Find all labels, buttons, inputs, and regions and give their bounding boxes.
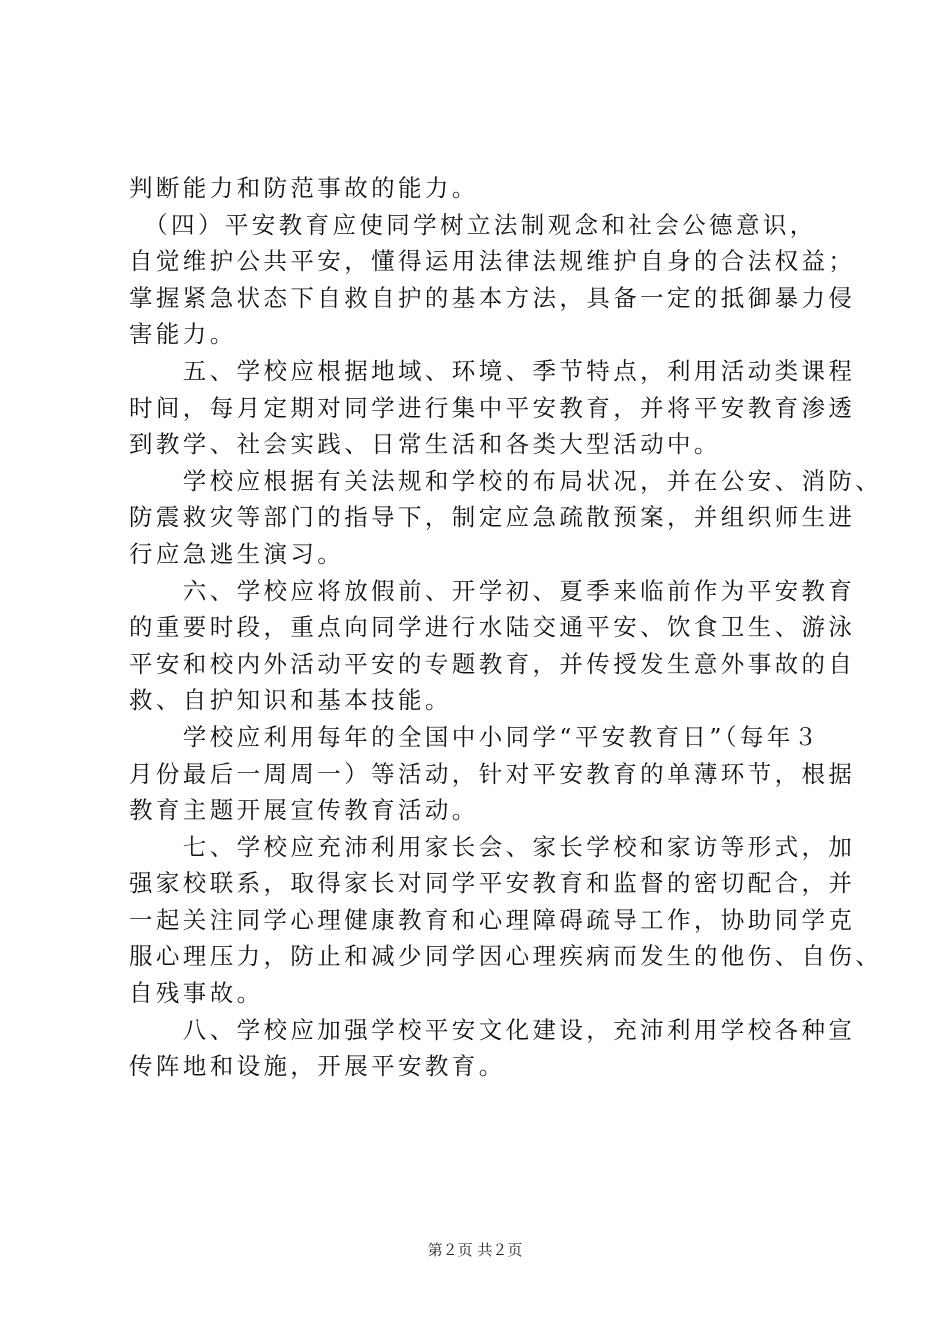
text-line: 平安和校内外活动平安的专题教育，并传授发生意外事故的自 <box>129 649 856 678</box>
text-line: （四）平安教育应使同学树立法制观念和社会公德意识， <box>129 210 817 239</box>
text-line: 到教学、社会实践、日常生活和各类大型活动中。 <box>129 430 721 459</box>
document-body <box>129 170 883 1085</box>
text-line: 传阵地和设施，开展平安教育。 <box>129 1052 506 1081</box>
text-line: 自觉维护公共平安，懂得运用法律法规维护自身的合法权益； <box>129 247 856 276</box>
text-line: 八、学校应加强学校平安文化建设，充沛利用学校各种宣 <box>129 1015 856 1044</box>
page-number-footer: 第２页 共２页 <box>427 1241 523 1259</box>
text-line: 防震救灾等部门的指导下，制定应急疏散预案，并组织师生进 <box>129 503 856 532</box>
text-line: 强家校联系，取得家长对同学平安教育和监督的密切配合，并 <box>129 869 856 898</box>
text-line: 学校应根据有关法规和学校的布局状况，并在公安、消防、 <box>129 466 883 495</box>
text-line: 时间，每月定期对同学进行集中平安教育，并将平安教育渗透 <box>129 393 856 422</box>
text-line: 的重要时段，重点向同学进行水陆交通平安、饮食卫生、游泳 <box>129 613 856 642</box>
text-line: 行应急逃生演习。 <box>129 539 345 568</box>
text-line: 害能力。 <box>129 320 237 349</box>
text-line: 判断能力和防范事故的能力。 <box>129 174 479 202</box>
text-line: 学校应利用每年的全国中小同学“平安教育日”（每年３ <box>129 722 821 751</box>
text-line: 一起关注同学心理健康教育和心理障碍疏导工作，协助同学克 <box>129 905 856 934</box>
text-line: 月份最后一周周一）等活动，针对平安教育的单薄环节，根据 <box>129 759 856 788</box>
text-line: 救、自护知识和基本技能。 <box>129 686 452 715</box>
text-line: 五、学校应根据地域、环境、季节特点，利用活动类课程 <box>129 356 856 385</box>
text-line: 自残事故。 <box>129 979 264 1008</box>
text-line: 七、学校应充沛利用家长会、家长学校和家访等形式，加 <box>129 832 856 861</box>
text-line: 教育主题开展宣传教育活动。 <box>129 796 479 825</box>
text-line: 掌握紧急状态下自救自护的基本方法，具备一定的抵御暴力侵 <box>129 283 856 312</box>
text-line: 服心理压力，防止和减少同学因心理疾病而发生的他伤、自伤、 <box>129 942 883 971</box>
text-line: 六、学校应将放假前、开学初、夏季来临前作为平安教育 <box>129 576 856 605</box>
